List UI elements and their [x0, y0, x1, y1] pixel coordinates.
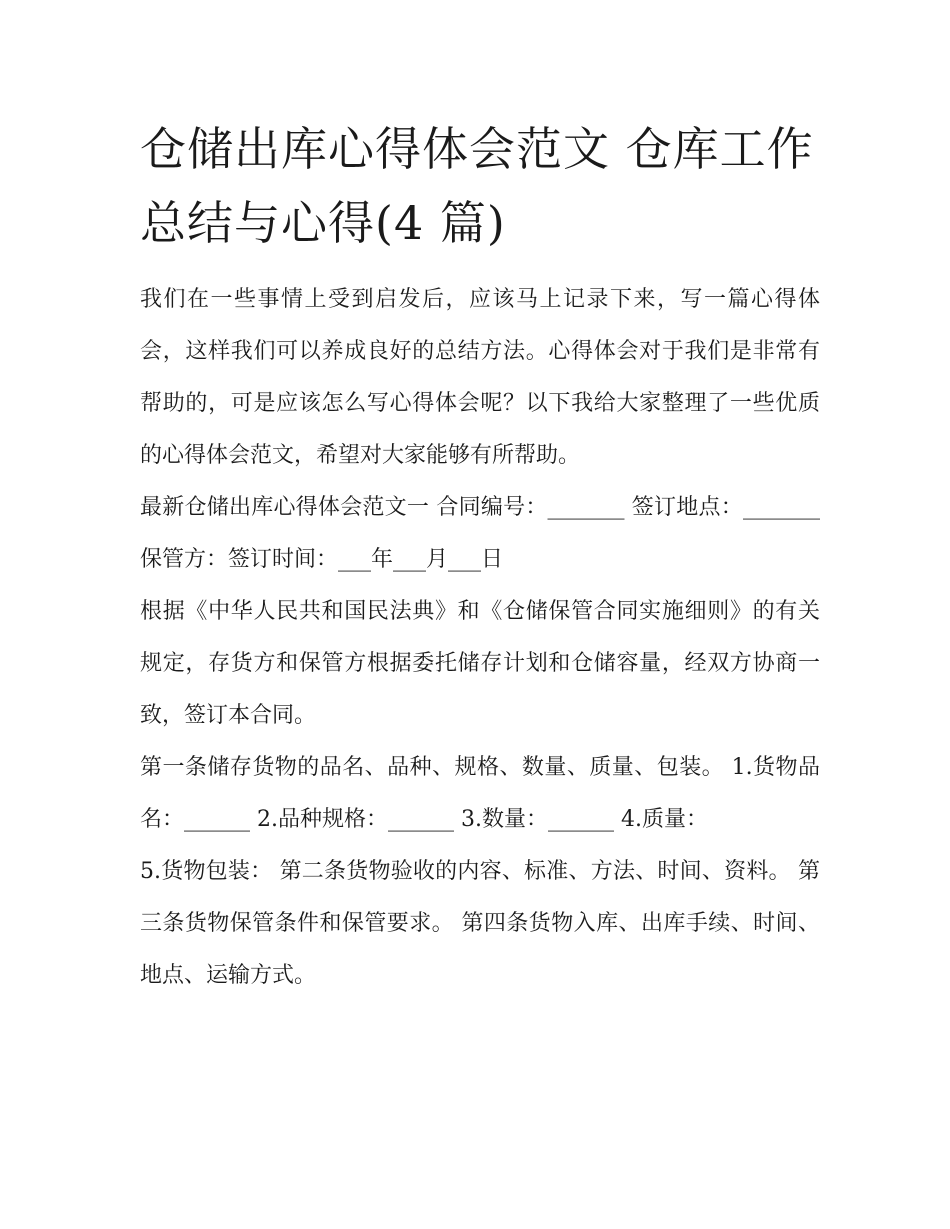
articles-two-to-four-paragraph: 5.货物包装： 第二条货物验收的内容、标准、方法、时间、资料。 第三条货物保管条件和保管要求。 第四条货物入库、出库手续、时间、地点、运输方式。 — [140, 859, 820, 988]
legal-basis-paragraph: 根据《中华人民共和国民法典》和《仓储保管合同实施细则》的有关规定，存货方和保管方根据委托储存计划和仓储容量，经双方协商一致，签订本合同。 — [140, 599, 820, 728]
document-page — [140, 112, 820, 1002]
contract-header-paragraph: 最新仓储出库心得体会范文一 合同编号：_______ 签订地点：_______ 保管方：签订时间：___年___月___日 — [140, 495, 820, 572]
document-title: 仓储出库心得体会范文 仓库工作总结与心得(4 篇) — [140, 122, 814, 250]
intro-paragraph: 我们在一些事情上受到启发后，应该马上记录下来，写一篇心得体会，这样我们可以养成良好的总结方法。心得体会对于我们是非常有帮助的，可是应该怎么写心得体会呢？以下我给大家整理了一些优质的心得体会范文，希望对大家能够有所帮助。 — [140, 287, 820, 468]
article-one-paragraph: 第一条储存货物的品名、品种、规格、数量、质量、包装。 1.货物品名：______ 2.品种规格：______ 3.数量：______ 4.质量： — [140, 755, 820, 832]
